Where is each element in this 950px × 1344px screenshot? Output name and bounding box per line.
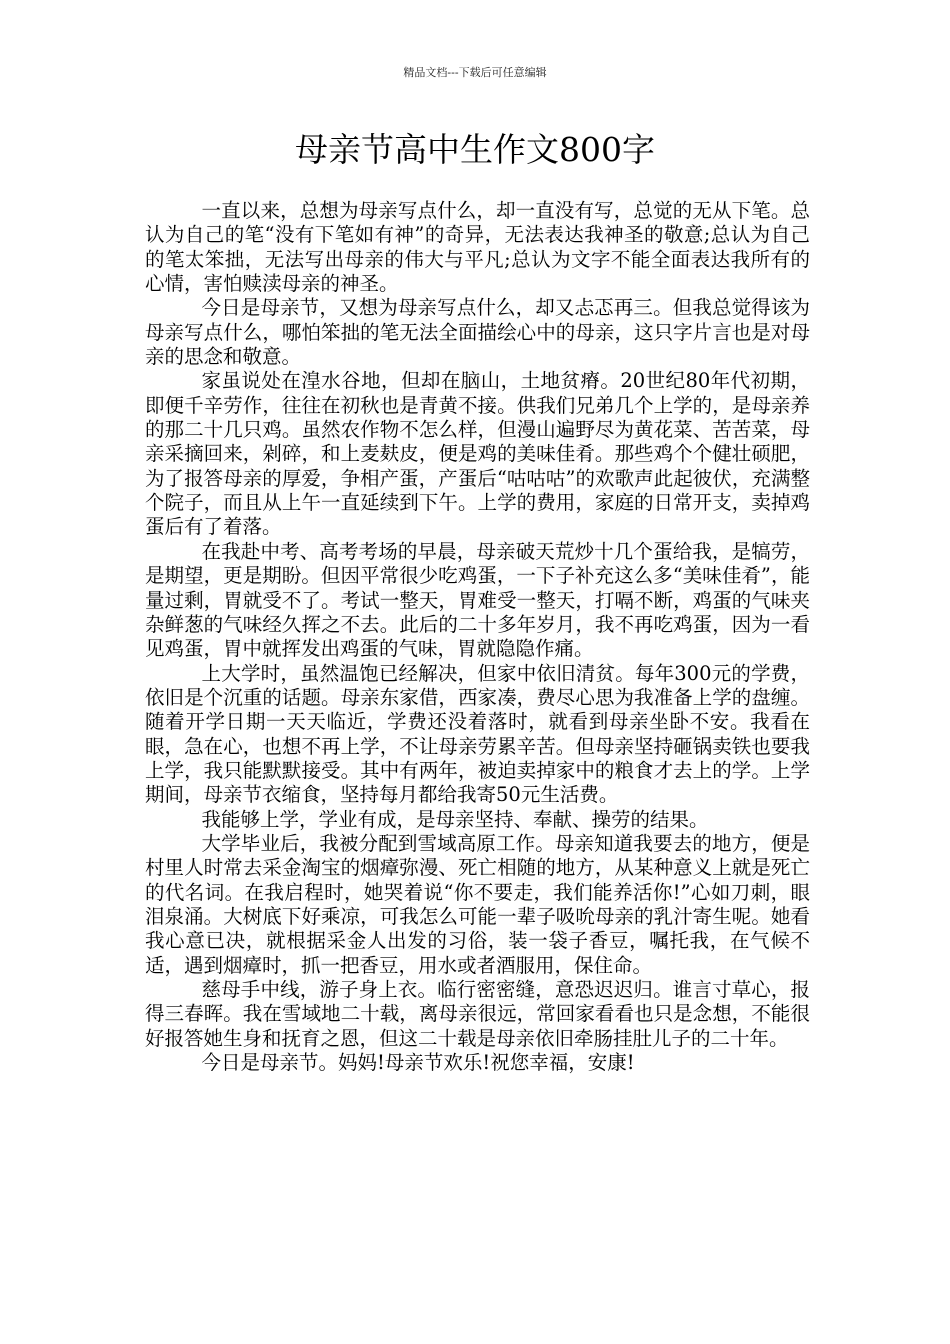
body-paragraph: 家虽说处在湟水谷地，但却在脑山，土地贫瘠。20世纪80年代初期，即便千辛劳作，往往在初秋也是青黄不接。供我们兄弟几个上学的，是母亲养的那二十几只鸡。虽然农作物不怎么样，但漫山遍野尽为黄花菜、苦苦菜，母亲采摘回来，剁碎，和上麦麸皮，便是鸡的美味佳肴。那些鸡个个健壮硕肥，为了报答母亲的厚爱，争相产蛋，产蛋后“咕咕咕”的欢歌声此起彼伏，充满整个院子，而且从上午一直延续到下午。上学的费用，家庭的日常开支，卖掉鸡蛋后有了着落。 — [145, 369, 810, 539]
document-body — [145, 199, 810, 1075]
page-header: 精品文档---下载后可任意编辑 — [403, 66, 547, 79]
body-paragraph: 大学毕业后，我被分配到雪域高原工作。母亲知道我要去的地方，便是村里人时常去采金淘宝的烟瘴弥漫、死亡相随的地方，从某种意义上就是死亡的代名词。在我启程时，她哭着说“你不要走，我们能养活你!”心如刀刺，眼泪泉涌。大树底下好乘凉，可我怎么可能一辈子吸吮母亲的乳汁寄生呢。她看我心意已决，就根据采金人出发的习俗，装一袋子香豆，嘱托我，在气候不适，遇到烟瘴时，抓一把香豆，用水或者酒服用，保住命。 — [145, 831, 810, 977]
body-paragraph: 慈母手中线，游子身上衣。临行密密缝，意恐迟迟归。谁言寸草心，报得三春晖。我在雪域地二十载，离母亲很远，常回家看看也只是念想，不能很好报答她生身和抚育之恩，但这二十载是母亲依旧牵肠挂肚儿子的二十年。 — [145, 978, 810, 1050]
body-paragraph: 我能够上学，学业有成，是母亲坚持、奉献、操劳的结果。 — [201, 807, 709, 831]
body-paragraph: 今日是母亲节，又想为母亲写点什么，却又忐忑再三。但我总觉得该为母亲写点什么，哪怕笨拙的笔无法全面描绘心中的母亲，这只字片言也是对母亲的思念和敬意。 — [145, 296, 810, 369]
body-paragraph: 一直以来，总想为母亲写点什么，却一直没有写，总觉的无从下笔。总认为自己的笔“没有下笔如有神”的奇异，无法表达我神圣的敬意;总认为自己的笔太笨拙，无法写出母亲的伟大与平凡;总认为文字不能全面表达我所有的心情，害怕赎渎母亲的神圣。 — [145, 199, 810, 296]
body-paragraph: 上大学时，虽然温饱已经解决，但家中依旧清贫。每年300元的学费，依旧是个沉重的话题。母亲东家借，西家凑，费尽心思为我准备上学的盘缠。随着开学日期一天天临近，学费还没着落时，就看到母亲坐卧不安。我看在眼，急在心，也想不再上学，不让母亲劳累辛苦。但母亲坚持砸锅卖铁也要我上学，我只能默默接受。其中有两年，被迫卖掉家中的粮食才去上的学。上学期间，母亲节衣缩食，坚持每月都给我寄50元生活费。 — [145, 661, 810, 807]
document-title: 母亲节高中生作文800字 — [295, 130, 655, 169]
body-paragraph: 今日是母亲节。妈妈!母亲节欢乐!祝您幸福，安康! — [201, 1051, 635, 1075]
body-paragraph: 在我赴中考、高考考场的早晨，母亲破天荒炒十几个蛋给我，是犒劳，是期望，更是期盼。但因平常很少吃鸡蛋，一下子补充这么多“美味佳肴”，能量过剩，胃就受不了。考试一整天，胃难受一整天，打嗝不断，鸡蛋的气味夹杂鲜葱的气味经久挥之不去。此后的二十多年岁月，我不再吃鸡蛋，因为一看见鸡蛋，胃中就挥发出鸡蛋的气味，胃就隐隐作痛。 — [145, 539, 810, 661]
